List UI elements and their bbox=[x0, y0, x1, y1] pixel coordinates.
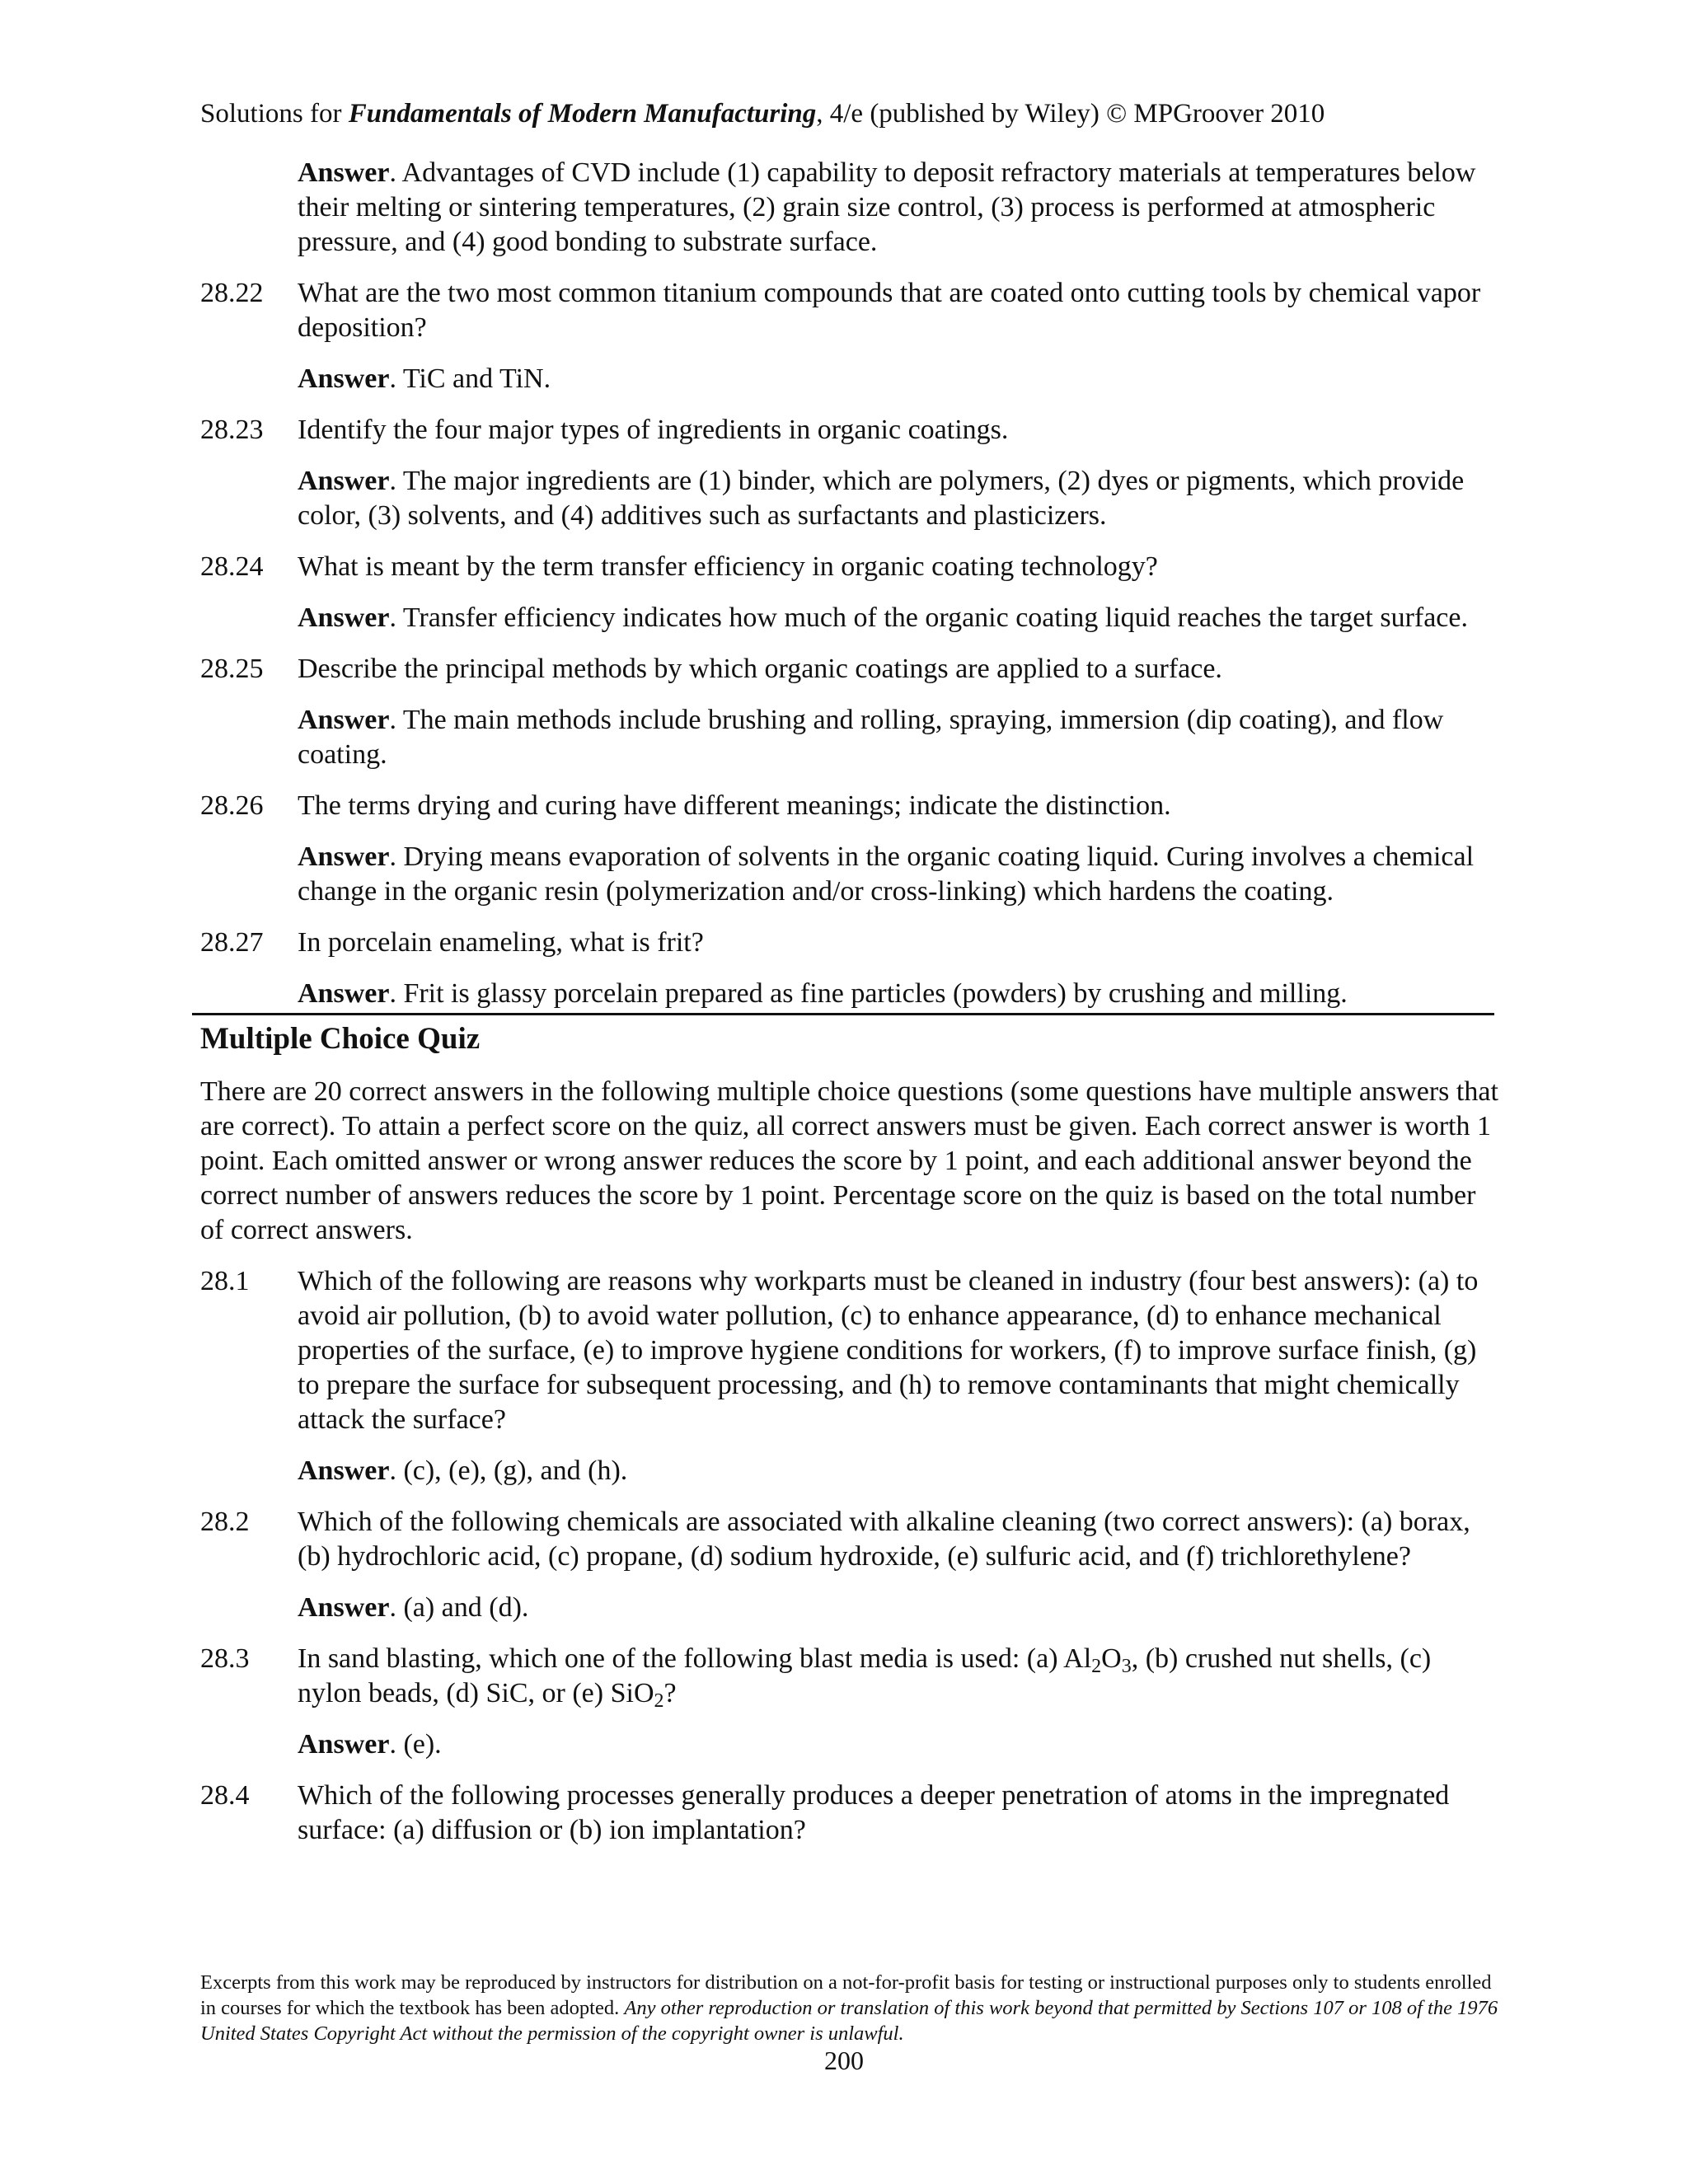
answer-text: . (c), (e), (g), and (h). bbox=[389, 1455, 628, 1486]
quiz-instructions: There are 20 correct answers in the following multiple choice questions (some questions have multiple answers that are correct). To attain a perfect score on the quiz, all correct answers must be given. Each correct answer is worth 1 point. Each omitted answer or wrong answer reduces the score by 1 point, and each additional answer beyond the correct number of answers reduces the score by 1 point. Percentage score on the quiz is based on the total number of correct answers. bbox=[200, 1076, 1498, 1245]
section-heading: Multiple Choice Quiz bbox=[200, 1022, 481, 1056]
answer-label: Answer bbox=[298, 466, 390, 496]
question-number: 28.24 bbox=[200, 551, 264, 582]
answer-block bbox=[298, 464, 1501, 533]
question-text: Which of the following processes generally produces a deeper penetration of atoms in the impregnated surface: (a) diffusion or (b) ion implantation? bbox=[298, 1780, 1450, 1845]
question-number: 28.1 bbox=[200, 1266, 250, 1296]
copyright-footer bbox=[200, 1970, 1511, 2046]
answer-block bbox=[298, 1591, 1501, 1625]
answer-label: Answer bbox=[298, 1592, 390, 1623]
answer-block bbox=[298, 1454, 1501, 1488]
running-header bbox=[200, 96, 1519, 131]
question-text bbox=[298, 1642, 1501, 1711]
answer-block bbox=[298, 601, 1501, 635]
answer-block bbox=[298, 977, 1501, 1011]
answer-text: . (e). bbox=[389, 1729, 442, 1760]
review-question bbox=[200, 550, 1501, 584]
question-number: 28.3 bbox=[200, 1643, 250, 1674]
answer-block bbox=[298, 156, 1501, 260]
answer-label: Answer bbox=[298, 1729, 390, 1760]
question-number: 28.25 bbox=[200, 654, 264, 684]
answer-text: . Drying means evaporation of solvents in the organic coating liquid. Curing involves a chemical change in the organic resin (polymerization and/or cross-linking) which hardens the coating. bbox=[298, 841, 1475, 907]
review-question bbox=[200, 276, 1501, 345]
review-question bbox=[200, 926, 1501, 960]
answer-block bbox=[298, 703, 1501, 772]
question-text: Which of the following are reasons why workparts must be cleaned in industry (four best answers): (a) to avoid air pollution, (b) to avoid water pollution, (c) to enhance appearance, (d) to enhance mechanical properties of the surface, (e) to improve hygiene conditions for workers, (f) to improve surface finish, (g) to prepare the surface for subsequent processing, and (h) to remove contaminants that might chemically attack the surface? bbox=[298, 1266, 1479, 1435]
question-text: What are the two most common titanium compounds that are coated onto cutting tools by chemical vapor deposition? bbox=[298, 278, 1481, 343]
footer-legal-notice: Any other reproduction or translation of this work beyond that permitted by Sections 107 or 108 of the 1976 United States Copyright Act without the permission of the copyright owner is unlawful. bbox=[200, 1997, 1498, 2045]
question-number: 28.26 bbox=[200, 790, 264, 821]
question-number: 28.27 bbox=[200, 927, 264, 958]
question-text: What is meant by the term transfer efficiency in organic coating technology? bbox=[298, 551, 1158, 582]
question-number: 28.22 bbox=[200, 278, 264, 308]
question-text-part: In sand blasting, which one of the following blast media is used: (a) Al bbox=[298, 1643, 1092, 1674]
question-text: In porcelain enameling, what is frit? bbox=[298, 927, 704, 958]
question-text: Identify the four major types of ingredients in organic coatings. bbox=[298, 415, 1009, 445]
answer-block bbox=[298, 362, 1501, 396]
quiz-question bbox=[200, 1505, 1501, 1574]
question-number: 28.4 bbox=[200, 1780, 250, 1811]
answer-text: . The major ingredients are (1) binder, which are polymers, (2) dyes or pigments, which provide color, (3) solvents, and (4) additives such as surfactants and plasticizers. bbox=[298, 466, 1465, 531]
question-text-part: O bbox=[1101, 1643, 1122, 1674]
header-prefix: Solutions for bbox=[200, 99, 349, 129]
footer-notice: Excerpts from this work may be reproduced by instructors for distribution on a not-for-profit basis for testing or instructional purposes only to students enrolled in courses for which the textbook has been adopted. bbox=[200, 1971, 1492, 2019]
answer-label: Answer bbox=[298, 841, 390, 872]
answer-block bbox=[298, 1727, 1501, 1762]
question-number: 28.23 bbox=[200, 415, 264, 445]
section-divider bbox=[192, 1013, 1494, 1015]
answer-text: . Transfer efficiency indicates how much of the organic coating liquid reaches the target surface. bbox=[389, 602, 1468, 633]
subscript: 2 bbox=[1091, 1656, 1102, 1677]
review-question bbox=[200, 413, 1501, 448]
answer-label: Answer bbox=[298, 602, 390, 633]
quiz-question bbox=[200, 1642, 1501, 1711]
question-text: Describe the principal methods by which organic coatings are applied to a surface. bbox=[298, 654, 1222, 684]
quiz-question bbox=[200, 1779, 1501, 1848]
answer-block bbox=[298, 840, 1501, 909]
answer-label: Answer bbox=[298, 705, 390, 735]
subscript: 3 bbox=[1121, 1656, 1132, 1677]
answer-label: Answer bbox=[298, 157, 390, 188]
answer-label: Answer bbox=[298, 978, 390, 1009]
answer-text: . Advantages of CVD include (1) capability to deposit refractory materials at temperatures below their melting or sintering temperatures, (2) grain size control, (3) process is performed at atmospheric pressure, and (4) good bonding to substrate surface. bbox=[298, 157, 1476, 257]
question-text: The terms drying and curing have different meanings; indicate the distinction. bbox=[298, 790, 1171, 821]
page-body bbox=[200, 156, 1501, 1864]
answer-text: . TiC and TiN. bbox=[389, 363, 551, 394]
answer-text: . (a) and (d). bbox=[389, 1592, 529, 1623]
question-text-part: , (b) crushed nut shells, (c) nylon beads, (d) SiC, or (e) SiO bbox=[298, 1643, 1432, 1708]
answer-text: . Frit is glassy porcelain prepared as fine particles (powders) by crushing and milling. bbox=[389, 978, 1348, 1009]
answer-text: . The main methods include brushing and rolling, spraying, immersion (dip coating), and flow coating. bbox=[298, 705, 1444, 770]
question-text-part: ? bbox=[663, 1678, 677, 1708]
answer-label: Answer bbox=[298, 1455, 390, 1486]
page-number: 200 bbox=[824, 2046, 864, 2075]
review-question bbox=[200, 652, 1501, 687]
subscript: 2 bbox=[654, 1690, 664, 1712]
header-suffix: , 4/e (published by Wiley) © MPGroover 2010 bbox=[816, 99, 1325, 129]
question-text: Which of the following chemicals are associated with alkaline cleaning (two correct answers): (a) borax, (b) hydrochloric acid, (c) propane, (d) sodium hydroxide, (e) sulfuric acid, and (f) trichlorethylene? bbox=[298, 1507, 1470, 1572]
question-number: 28.2 bbox=[200, 1507, 250, 1537]
quiz-question bbox=[200, 1264, 1501, 1437]
review-question bbox=[200, 789, 1501, 823]
answer-label: Answer bbox=[298, 363, 390, 394]
book-title: Fundamentals of Modern Manufacturing bbox=[348, 99, 817, 129]
